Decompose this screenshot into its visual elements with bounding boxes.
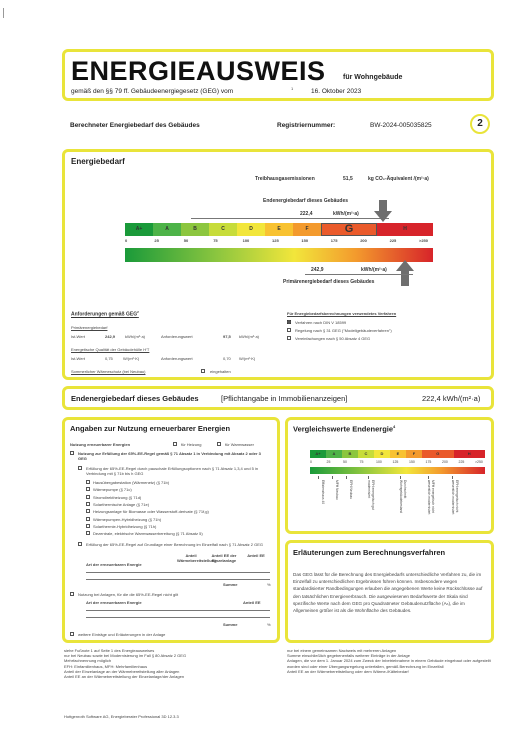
anforderungen-heading: Anforderungen gemäß GEG$^2$ — [71, 310, 139, 318]
col-ee-2: Anteil EE — [243, 600, 261, 605]
option-checkbox[interactable] — [86, 531, 90, 535]
vergleich-label: EFH Neubau — [349, 480, 353, 500]
vergleich-class-d: D — [374, 450, 390, 458]
option-checkbox[interactable] — [86, 487, 90, 491]
pauschal-text: Erfüllung der 65%-EE-Regel durch pauschale Erfüllungsoptionen nach § 71 Absatz 1,3,4 und 5 in Verbindung mit § 71b bis h GEG — [86, 466, 259, 476]
energiebedarf-heading: Energiebedarf — [71, 157, 125, 166]
vergleich-tick: >250 — [475, 460, 483, 464]
footnote-item: Anteil EE an der Wärmebereitstellung der Einzelanlage/der Anlagen — [64, 674, 185, 680]
scale-tick: 0 — [125, 238, 128, 243]
vergleich-class-aplus: A+ — [310, 450, 326, 458]
subtitle: gemäß den §§ 79 ff. Gebäudeenergiegesetz (GEG) vom — [71, 88, 234, 95]
scale-tick: 150 — [301, 238, 309, 243]
footnotes-right — [287, 648, 492, 674]
registration-number: BW-2024-005035825 — [370, 122, 432, 129]
anf2-unit: W/(m²·K) — [239, 356, 256, 361]
eingehalten-checkbox[interactable] — [201, 369, 205, 373]
heizung-checkbox[interactable] — [173, 442, 177, 446]
vergleich-class-g: G — [422, 450, 454, 458]
thg-unit: kg CO₂-Äquivalent /(m²·a) — [368, 176, 429, 182]
ee-rule-checkbox[interactable] — [70, 451, 74, 455]
scale-tick: 50 — [183, 238, 189, 243]
vergleich-tick: 150 — [409, 460, 415, 464]
scale-tick: 175 — [330, 238, 338, 243]
energy-class-h: H — [377, 223, 433, 236]
vergleich-marker — [452, 476, 453, 479]
energy-scale-bar — [125, 223, 433, 236]
endenergie-summary-value: 222,4 kWh/(m²·a) — [422, 394, 481, 403]
title-suffix: für Wohngebäude — [343, 74, 403, 81]
margin-mark — [3, 8, 4, 18]
vergleich-marker — [332, 476, 333, 479]
page-number: 2 — [477, 118, 483, 129]
col-ee: Anteil EE — [247, 553, 265, 558]
scale-tick: 100 — [242, 238, 250, 243]
summe-pct-2: % — [267, 622, 271, 627]
vergleich-label: Durchschnitt Wohngebäudebestand — [399, 480, 407, 514]
vergleich-tick: 175 — [425, 460, 432, 464]
header-box — [62, 49, 494, 101]
scale-tick: >250 — [419, 238, 429, 243]
info-calc-label: Berechneter Energiebedarf des Gebäudes — [70, 122, 200, 129]
vergleich-scale-ticks — [310, 460, 485, 466]
energy-class-a: A — [153, 223, 181, 236]
anf2-value: 0,70 — [223, 356, 231, 361]
page-number-circle — [470, 114, 490, 134]
vergleich-tick: 100 — [376, 460, 382, 464]
verfahren-item-3: Vereinfachungen nach § 50 Absatz 4 GEG — [295, 336, 371, 341]
option-checkbox[interactable] — [86, 509, 90, 513]
subtitle-footnote: 1 — [291, 86, 294, 91]
vergleich-tick: 25 — [326, 460, 331, 464]
verfahren-checkbox-1[interactable] — [287, 320, 291, 324]
endenergie-summary-note: [Pflichtangabe in Immobilienanzeigen] — [221, 394, 348, 403]
ist-unit: kWh/(m²·a) — [125, 334, 145, 339]
endenergie-box — [62, 386, 494, 410]
option-checkbox[interactable] — [86, 517, 90, 521]
erneuerbar-box — [62, 417, 280, 643]
endenergie-summary-label: Endenergiebedarf dieses Gebäudes — [71, 394, 199, 403]
anf2-label: Anforderungswert — [161, 356, 193, 361]
vergleich-label: MFH energetisch nicht wesentlich modernisiert — [427, 480, 435, 515]
primaer-unit: kWh/(m²·a) — [361, 267, 387, 273]
energy-class-aplus: A+ — [125, 223, 153, 236]
thg-value: 51,5 — [343, 176, 353, 182]
footnote-item: nur bei einem gemeinsamen Nachweis mit mehreren Anlagen — [287, 648, 397, 653]
primaer-line — [305, 274, 413, 275]
option-checkbox[interactable] — [86, 480, 90, 484]
vergleich-label: Effizienzhaus 40 — [321, 480, 325, 505]
pauschal-checkbox[interactable] — [78, 466, 82, 470]
warmwasser-label: für Warmwasser — [225, 442, 254, 447]
scale-tick: 225 — [389, 238, 397, 243]
einzelfall-checkbox[interactable] — [78, 542, 82, 546]
energy-gradient-strip — [125, 248, 433, 262]
heizung-label: für Heizung — [181, 442, 202, 447]
col-art-2: Art der erneuerbaren Energie — [86, 600, 142, 605]
vergleich-scale-bar — [310, 450, 485, 458]
vergleich-class-h: H — [454, 450, 486, 458]
vergleich-class-c: C — [358, 450, 374, 458]
footnote-item: Summe einschließlich gegebenenfalls weiterer Einträge in der Anlage — [287, 653, 410, 659]
h-title: Energetische Qualität der Gebäudehülle H'T — [71, 347, 150, 352]
scale-tick: 200 — [360, 238, 367, 243]
footnote-item: EFH: Einfamilienhaus, MFH: Mehrfamilienhaus — [64, 663, 148, 669]
page-title: ENERGIEAUSWEIS — [71, 56, 326, 86]
vergleich-marker — [368, 476, 369, 479]
prim-title: Primärenergiebedarf — [71, 325, 108, 330]
endenergie-label: Endenergiebedarf dieses Gebäudes — [263, 198, 349, 204]
energy-scale-ticks — [125, 238, 433, 246]
row-line-3 — [86, 610, 270, 611]
vergleich-class-f: F — [406, 450, 422, 458]
row-line-1 — [86, 572, 270, 573]
nicht-gilt-checkbox[interactable] — [70, 592, 74, 596]
erneuerbar-heading: Angaben zur Nutzung erneuerbarer Energien — [70, 424, 231, 433]
weitere-text: weitere Einträge und Erläuterungen in der Anlage — [78, 632, 166, 637]
erlaeuterung-heading: Erläuterungen zum Berechnungsverfahren — [293, 548, 446, 557]
vergleich-tick: 225 — [458, 460, 465, 464]
option-label: Heizungsanlage für Biomasse oder Wasserstoff-derivate (§ 71f,g) — [93, 509, 209, 515]
option-label: Solarthermische Anlage (§ 71e) — [93, 501, 150, 507]
vergleich-gradient — [310, 467, 485, 474]
col-einzel: Anteil EE der Einzelanlage — [211, 553, 237, 563]
energy-class-f: F — [293, 223, 321, 236]
verfahren-item-2: Regelung nach § 31 GEG ("Modellgebäudeverfahren") — [295, 328, 392, 333]
vergleich-marker — [400, 476, 401, 479]
vergleich-heading: Vergleichswerte Endenergie$^4$ — [293, 424, 396, 434]
footnote-item: Anteil EE an der Wärmebereitstellung oder dem Wärme-/Kältebedarf — [287, 668, 409, 674]
footnote-item: Mehrfachnennung möglich — [64, 658, 112, 664]
option-list — [86, 480, 266, 540]
ist2-unit: W/(m²·K) — [123, 356, 140, 361]
row-line-4 — [86, 617, 270, 618]
vergleich-marker — [318, 476, 319, 479]
vergleich-box — [285, 417, 494, 534]
ist2-label: Ist-Wert — [71, 356, 85, 361]
nicht-gilt-text: Nutzung bei Anlagen, für die die 65%-EE-Regel nicht gilt — [78, 592, 179, 597]
option-checkbox[interactable] — [86, 524, 90, 528]
summe-pct-1: % — [267, 582, 271, 587]
row-line-2 — [86, 579, 270, 580]
endenergie-value: 222,4 — [300, 211, 313, 217]
footnotes-left — [64, 648, 264, 679]
footnote-item: nur bei Neubau sowie bei Modernisierung im Fall § 80 Absatz 2 GEG — [64, 653, 187, 659]
ist-value: 242,9 — [105, 334, 116, 339]
energy-class-c: C — [209, 223, 237, 236]
option-checkbox[interactable] — [86, 502, 90, 506]
vergleich-labels — [310, 476, 485, 530]
scale-tick: 25 — [154, 238, 159, 243]
col-art: Art der erneuerbaren Energie — [86, 562, 142, 567]
option-label: Solarthermie-Hybridheizung (§ 71h) — [93, 523, 157, 529]
col-waerme: Anteil Wärmebereitstellung — [177, 553, 217, 563]
vergleich-tick: 200 — [442, 460, 448, 464]
footnote-item: Anteil der Einzelanlage an der Wärmebereitstellung aller Anlagen — [64, 668, 180, 674]
option-label: Stromdirektheizung (§ 71d) — [93, 494, 142, 500]
option-label: Hausübergabestation (Wärmenetz) (§ 71b) — [93, 480, 170, 485]
nutzung-label: Nutzung erneuerbarer Energien — [70, 442, 131, 447]
anf-value: 97,5 — [223, 334, 231, 339]
energy-class-e: E — [265, 223, 293, 236]
einzelfall-text: Erfüllung der 65%-EE-Regel auf Grundlage einer Berechnung im Einzelfall nach § 71 Absatz 2 GEG — [86, 542, 263, 547]
endenergie-unit: kWh/(m²·a) — [333, 211, 359, 217]
eingehalten-label: eingehalten — [210, 369, 231, 374]
energy-class-d: D — [237, 223, 265, 236]
verfahren-checkbox-2[interactable] — [287, 328, 291, 332]
summe-label-2: Summe — [223, 622, 238, 627]
verfahren-heading: Für Energiebedarfsberechnungen verwendetes Verfahren — [287, 311, 397, 316]
vergleich-marker — [346, 476, 347, 479]
vergleich-tick: 125 — [392, 460, 399, 464]
vergleich-label: EFH energetisch gut modernisiert — [367, 480, 375, 511]
option-checkbox[interactable] — [86, 495, 90, 499]
weitere-checkbox[interactable] — [70, 632, 74, 636]
energy-class-g: G — [321, 223, 377, 236]
vergleich-class-b: B — [342, 450, 358, 458]
vergleich-marker — [428, 476, 429, 479]
vergleich-label: MFH Neubau — [335, 480, 339, 500]
endenergie-arrow-icon — [374, 200, 392, 222]
sommer-label: Sommerlicher Wärmeschutz (bei Neubau) — [71, 369, 146, 374]
thg-label: Treibhausgasemissionen — [255, 176, 315, 182]
vergleich-tick: 50 — [343, 460, 347, 464]
scale-tick: 125 — [272, 238, 279, 243]
footnote-item: siehe Fußnote 1 auf Seite 1 des Energieausweises — [64, 648, 155, 653]
primaer-value: 242,9 — [311, 267, 324, 273]
primaer-label: Primärenergiebedarf dieses Gebäudes — [283, 279, 375, 285]
option-label: Dezentrale, elektrische Warmwasserbereitung (§ 71 Absatz 5) — [93, 531, 203, 537]
ee-rule-text: Nutzung zur Erfüllung der 65%-EE-Regel gemäß § 71 Absatz 1 in Verbindung mit Absatz 2 oder 3 GEG — [78, 451, 261, 461]
verfahren-item-1: Verfahren nach DIN V 18599 — [295, 320, 347, 325]
option-label: Wärmepumpen-Hybridheizung (§ 71h) — [93, 516, 162, 522]
vergleich-class-e: E — [390, 450, 406, 458]
footnote-item: Anlagen, die vor dem 1. Januar 2024 zum Zweck der Inbetriebnahme in einem Gebäude eingebaut oder aufgestellt worden sind oder einer Übergangsregelung unterfallen, gemäß Berechnung im Einzelfall — [287, 658, 491, 669]
warmwasser-checkbox[interactable] — [217, 442, 221, 446]
header-date: 16. Oktober 2023 — [311, 88, 362, 95]
vergleich-tick: 0 — [310, 460, 312, 464]
software-credit: Hottgenroth Software AG, Energieberater Professional 3D 12.3.3 — [64, 714, 179, 719]
vergleich-tick: 75 — [359, 460, 364, 464]
summe-label-1: Summe — [223, 582, 238, 587]
verfahren-checkbox-3[interactable] — [287, 336, 291, 340]
vergleich-label: EFH energetisch nicht wesentlich modernisiert — [451, 480, 459, 515]
scale-tick: 75 — [213, 238, 218, 243]
ist2-value: 0,75 — [105, 356, 113, 361]
erlaeuterung-box — [285, 540, 494, 643]
energy-class-b: B — [181, 223, 209, 236]
vergleich-class-a: A — [326, 450, 342, 458]
erlaeuterung-text: Das GEG lässt für die Berechnung des Energiebedarfs unterschiedliche Verfahren zu, die im Einzelfall zu unterschiedlichen Ergebnissen führen können. Insbesondere wegen standardisierter Randbedingungen erlauben die angegebenen Werte keine Rückschlüsse auf den tatsächlichen Energieverbrauch. Die ausgewiesenen Bedarfswerte der Skala sind spezifische Werte nach dem GEG pro Quadratmeter Gebäudenutzfläche (Aₙ), die im Allgemeinen größer ist als die Wohnfläche des Gebäudes. — [293, 572, 483, 614]
anf-unit: kWh/(m²·a) — [239, 334, 259, 339]
endenergie-line — [191, 218, 389, 219]
energiebedarf-box — [62, 149, 494, 380]
ist-label: Ist-Wert — [71, 334, 85, 339]
option-label: Wärmepumpe (§ 71c) — [93, 487, 132, 493]
primaer-arrow-icon — [396, 260, 414, 286]
registration-label: Registriernummer: — [277, 122, 336, 129]
anf-label: Anforderungswert — [161, 334, 193, 339]
